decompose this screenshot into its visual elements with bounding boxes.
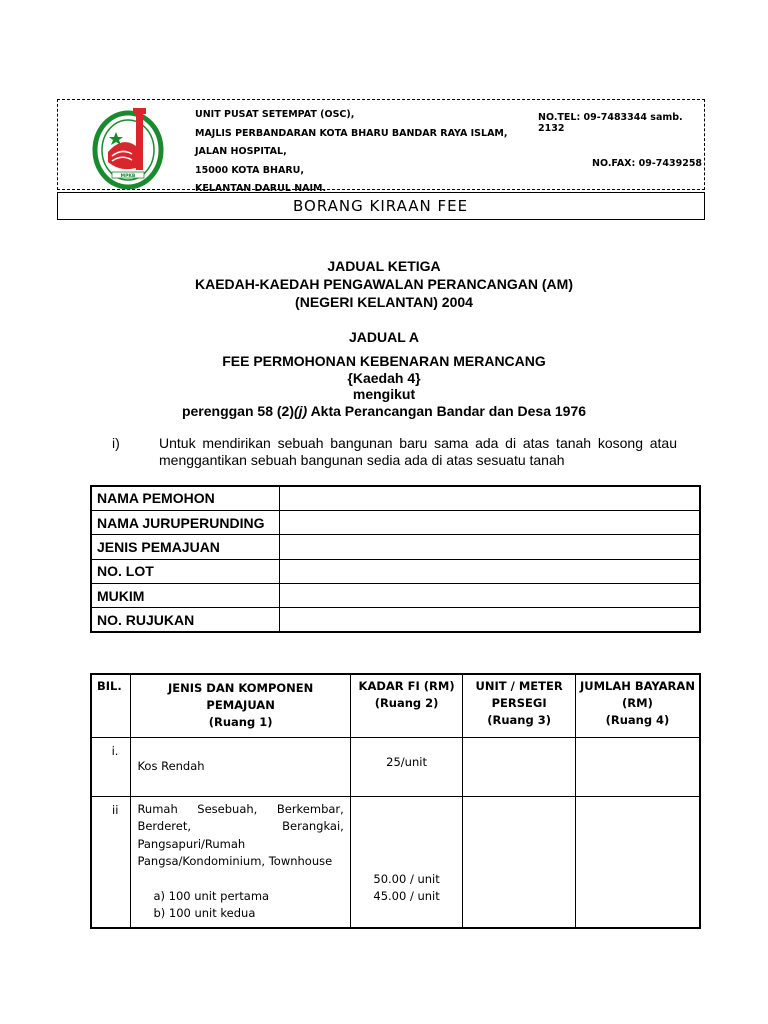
header-jumlah-line1: JUMLAH BAYARAN	[579, 679, 695, 693]
desc-line: Rumah Sesebuah, Berkembar,	[137, 801, 344, 816]
header-unit-line1: UNIT / METER	[475, 679, 563, 693]
item-description: Untuk mendirikan sebuah bangunan baru sama ada di atas tanah kosong atau menggantikan sebuah bangunan sedia ada di atas sesuatu tanah	[159, 435, 677, 468]
row-description: Kos Rendah	[131, 737, 350, 796]
header-unit-sub: (Ruang 3)	[487, 713, 551, 727]
heading-mengikut: mengikut	[352, 386, 416, 402]
field-no-rujukan[interactable]	[279, 608, 700, 632]
row-total-cell[interactable]	[575, 737, 700, 796]
logo-text: MPKB	[120, 174, 136, 179]
address-line: MAJLIS PERBANDARAN KOTA BHARU BANDAR RAYA ISLAM,	[195, 127, 508, 139]
header-jumlah-line2: (RM)	[622, 696, 653, 710]
heading-perenggan	[0, 403, 768, 420]
heading-kaedah: KAEDAH-KAEDAH PENGAWALAN PERANCANGAN (AM)	[195, 276, 573, 292]
rate-a: 50.00 / unit	[373, 871, 440, 886]
row-unit-cell[interactable]	[463, 737, 576, 796]
header-unit-line2: PERSEGI	[491, 696, 547, 710]
desc-line: Pangsapuri/Rumah	[137, 836, 246, 851]
heading-jadual-ketiga: JADUAL KETIGA	[327, 258, 441, 274]
fee-calculation-table	[90, 673, 701, 929]
perenggan-ref: perenggan 58 (2)	[181, 403, 294, 419]
council-logo-icon	[92, 106, 168, 190]
header-jumlah	[575, 674, 700, 737]
perenggan-j: (j)	[293, 403, 308, 419]
field-nama-juruperunding[interactable]	[279, 510, 700, 534]
header-jenis-title: JENIS DAN KOMPONEN PEMAJUAN	[167, 681, 314, 713]
header-kadar	[350, 674, 463, 737]
table-row	[91, 737, 700, 796]
fax-number: NO.FAX: 09-7439258	[592, 158, 703, 169]
letterhead	[57, 99, 705, 194]
address-line: KELANTAN DARUL NAIM.	[195, 183, 327, 194]
heading-fee-title: FEE PERMOHONAN KEBENARAN MERANCANG	[222, 353, 546, 369]
row-rate: 25/unit	[350, 737, 463, 796]
table-row	[91, 510, 700, 534]
header-kadar-title: KADAR FI (RM)	[358, 679, 455, 693]
row-description	[131, 796, 350, 928]
label-jenis-pemajuan: JENIS PEMAJUAN	[91, 535, 279, 559]
label-nama-pemohon: NAMA PEMOHON	[91, 486, 279, 510]
field-mukim[interactable]	[279, 584, 700, 608]
row-total-cell[interactable]	[575, 796, 700, 928]
item-number: i)	[112, 435, 120, 451]
applicant-info-table	[90, 485, 701, 633]
header-jenis	[131, 674, 350, 737]
field-nama-pemohon[interactable]	[279, 486, 700, 510]
table-row	[91, 608, 700, 632]
telephone-number: NO.TEL: 09-7483344 samb. 2132	[538, 112, 683, 134]
desc-line: Berderet, Berangkai,	[137, 819, 344, 833]
rate-b: 45.00 / unit	[373, 889, 440, 903]
address-line: 15000 KOTA BHARU,	[195, 164, 304, 176]
header-kadar-sub: (Ruang 2)	[374, 696, 439, 710]
table-row	[91, 486, 700, 510]
table-header-row	[91, 674, 700, 737]
header-jenis-sub: (Ruang 1)	[208, 715, 273, 730]
table-row	[91, 796, 700, 928]
address-line: JALAN HOSPITAL,	[195, 146, 287, 157]
label-mukim: MUKIM	[91, 584, 279, 608]
header-jumlah-sub: (Ruang 4)	[605, 713, 670, 727]
sub-item-b: b) 100 unit kedua	[153, 906, 256, 920]
field-jenis-pemajuan[interactable]	[279, 535, 700, 559]
row-unit-cell[interactable]	[463, 796, 576, 928]
form-title-box	[57, 192, 705, 220]
heading-negeri: (NEGERI KELANTAN) 2004	[295, 294, 473, 310]
table-row	[91, 559, 700, 583]
desc-line: Pangsa/Kondominium, Townhouse	[137, 854, 333, 868]
row-bil: ii	[91, 796, 131, 928]
heading-jadual-a: JADUAL A	[348, 329, 419, 345]
council-address	[195, 106, 507, 199]
header-unit	[463, 674, 576, 737]
label-no-lot: NO. LOT	[91, 559, 279, 583]
header-bil: BIL.	[91, 674, 131, 737]
heading-kaedah-4: {Kaedah 4}	[347, 370, 421, 386]
label-no-rujukan: NO. RUJUKAN	[91, 608, 279, 632]
field-no-lot[interactable]	[279, 559, 700, 583]
table-row	[91, 535, 700, 559]
table-row	[91, 584, 700, 608]
sub-item-a: a) 100 unit pertama	[153, 888, 270, 903]
address-line: UNIT PUSAT SETEMPAT (OSC),	[195, 109, 355, 120]
row-rate	[350, 796, 463, 928]
akta-name: Akta Perancangan Bandar dan Desa 1976	[307, 403, 587, 419]
label-nama-juruperunding: NAMA JURUPERUNDING	[91, 510, 279, 534]
row-bil: i.	[91, 737, 131, 796]
form-title: BORANG KIRAAN FEE	[293, 197, 469, 215]
